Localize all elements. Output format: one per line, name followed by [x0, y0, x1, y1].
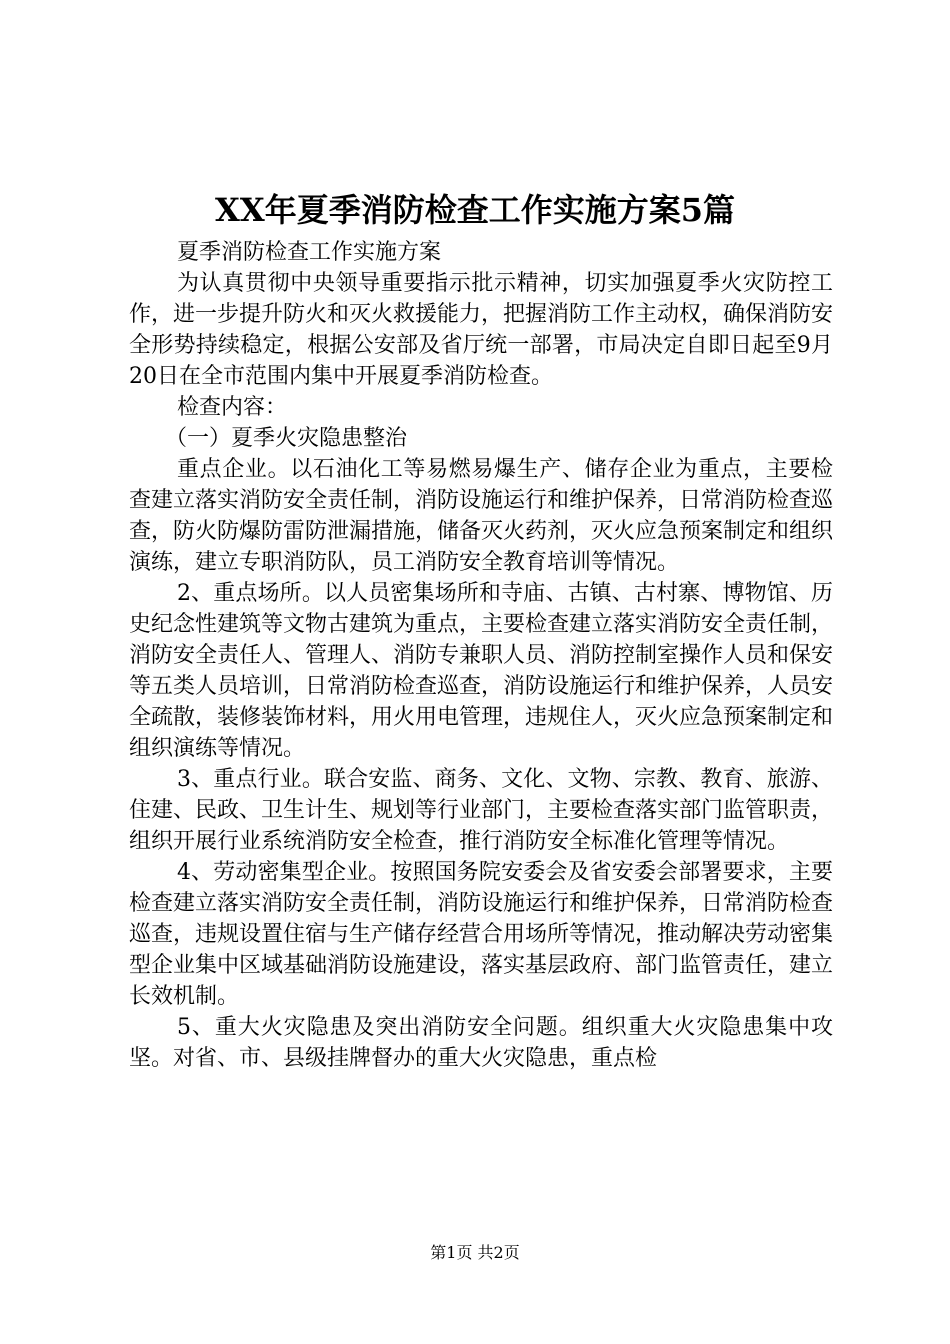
paragraph-section-heading: （一）夏季火灾隐患整治 — [165, 426, 408, 451]
document-body — [129, 237, 833, 1074]
paragraph-intro: 为认真贯彻中央领导重要指示批示精神，切实加强夏季火灾防控工作，进一步提升防火和灭火救援能力，把握消防工作主动权，确保消防安全形势持续稳定，根据公安部及省厅统一部署，市局决定自即日起至9月20日在全市范围内集中开展夏季消防检查。 — [129, 271, 834, 389]
paragraph-labor-intensive: 4、劳动密集型企业。按照国务院安委会及省安委会部署要求，主要检查建立落实消防安全责任制，消防设施运行和维护保养，日常消防检查巡查，违规设置住宿与生产储存经营合用场所等情况，推动解决劳动密集型企业集中区域基础消防设施建设，落实基层政府、部门监管责任，建立长效机制。 — [129, 860, 834, 1009]
paragraph-key-enterprises: 重点企业。以石油化工等易燃易爆生产、储存企业为重点，主要检查建立落实消防安全责任制，消防设施运行和维护保养，日常消防检查巡查，防火防爆防雷防泄漏措施，储备灭火药剂，灭火应急预案制定和组织演练，建立专职消防队，员工消防安全教育培训等情况。 — [129, 457, 834, 575]
paragraph-major-hazards: 5、重大火灾隐患及突出消防安全问题。组织重大火灾隐患集中攻坚。对省、市、县级挂牌督办的重大火灾隐患，重点检 — [129, 1015, 833, 1071]
document-title: XX年夏季消防检查工作实施方案5篇 — [215, 191, 735, 229]
paragraph-check-content: 检查内容： — [177, 395, 288, 420]
paragraph-subtitle: 夏季消防检查工作实施方案 — [177, 240, 442, 265]
page-footer: 第1页 共2页 — [430, 1243, 520, 1262]
paragraph-key-places: 2、重点场所。以人员密集场所和寺庙、古镇、古村寨、博物馆、历史纪念性建筑等文物古建筑为重点，主要检查建立落实消防安全责任制，消防安全责任人、管理人、消防专兼职人员、消防控制室操作人员和保安等五类人员培训，日常消防检查巡查，消防设施运行和维护保养，人员安全疏散，装修装饰材料，用火用电管理，违规住人，灭火应急预案制定和组织演练等情况。 — [129, 581, 834, 761]
paragraph-key-industries: 3、重点行业。联合安监、商务、文化、文物、宗教、教育、旅游、住建、民政、卫生计生、规划等行业部门，主要检查落实部门监管职责，组织开展行业系统消防安全检查，推行消防安全标准化管理等情况。 — [129, 767, 834, 854]
